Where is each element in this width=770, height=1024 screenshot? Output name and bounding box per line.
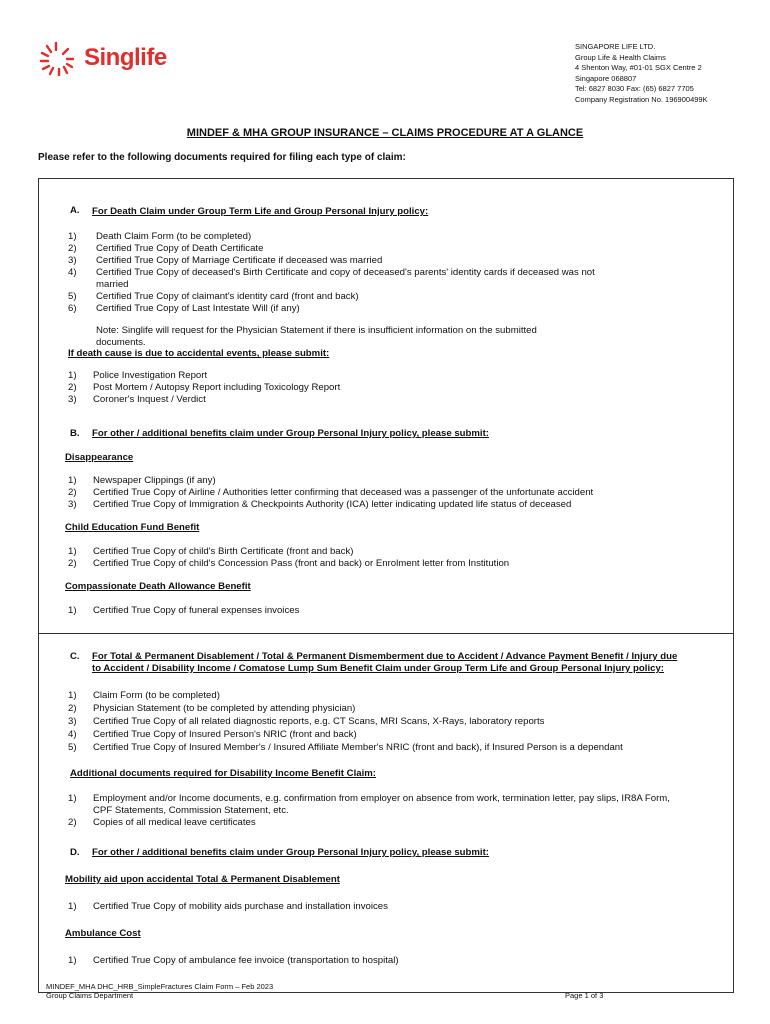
- page-title: MINDEF & MHA GROUP INSURANCE – CLAIMS PROCEDURE AT A GLANCE: [186, 127, 584, 139]
- address-line: Company Registration No. 196900499K: [575, 94, 708, 104]
- list-item: Copies of all medical leave certificates: [93, 817, 256, 828]
- list-number: 2): [68, 487, 77, 498]
- footer-line: MINDEF_MHA DHC_HRB_SimpleFractures Claim Form – Feb 2023: [46, 982, 274, 991]
- logo-text: Singlife: [84, 44, 167, 71]
- list-number: 1): [68, 231, 77, 242]
- list-item: Certified True Copy of child's Concession Pass (front and back) or Enrolment letter from Institution: [93, 558, 510, 569]
- list-item: married: [96, 279, 129, 290]
- address-line: Tel: 6827 8030 Fax: (65) 6827 7705: [575, 84, 694, 93]
- list-item: Newspaper Clippings (if any): [93, 475, 216, 486]
- list-number: 1): [68, 370, 77, 381]
- list-item: Certified True Copy of Death Certificate: [96, 243, 264, 254]
- section-d-heading: For other / additional benefits claim under Group Personal Injury policy, please submit:: [92, 847, 489, 858]
- list-item: Certified True Copy of funeral expenses invoices: [93, 605, 300, 616]
- subheading: Ambulance Cost: [65, 928, 141, 939]
- subheading: Mobility aid upon accidental Total & Permanent Disablement: [65, 874, 340, 885]
- note-text: documents.: [96, 337, 146, 348]
- page-number: Page 1 of 3: [565, 991, 604, 1000]
- list-number: 2): [68, 382, 77, 393]
- section-a-letter: A.: [70, 205, 80, 216]
- section-b-letter: B.: [70, 428, 80, 439]
- list-number: 2): [68, 817, 77, 828]
- list-item: Death Claim Form (to be completed): [96, 231, 252, 242]
- address-line: Group Life & Health Claims: [575, 52, 666, 62]
- section-d-letter: D.: [70, 847, 80, 858]
- list-number: 1): [68, 955, 77, 966]
- list-item: Physician Statement (to be completed by attending physician): [93, 703, 356, 714]
- footer-line: Group Claims Department: [46, 991, 134, 1000]
- list-item: Post Mortem / Autopsy Report including Toxicology Report: [93, 382, 341, 393]
- subheading: Child Education Fund Benefit: [65, 522, 200, 533]
- singlife-logo: [38, 40, 167, 76]
- section-divider: [38, 633, 734, 634]
- list-item: Certified True Copy of all related diagnostic reports, e.g. CT Scans, MRI Scans, X-Rays, laboratory reports: [93, 716, 545, 727]
- subheading: Additional documents required for Disability Income Benefit Claim:: [70, 768, 376, 779]
- address-line: 4 Shenton Way, #01-01 SGX Centre 2: [575, 63, 702, 72]
- list-number: 4): [68, 729, 77, 740]
- list-number: 1): [68, 690, 77, 701]
- note-text: Note: Singlife will request for the Physician Statement if there is insufficient information on the submitted: [96, 325, 537, 336]
- list-item: Certified True Copy of Marriage Certificate if deceased was married: [96, 255, 383, 266]
- list-item: Coroner's Inquest / Verdict: [93, 394, 206, 405]
- list-number: 3): [68, 716, 77, 727]
- list-item: Certified True Copy of mobility aids purchase and installation invoices: [93, 901, 388, 912]
- list-item: CPF Statements, Commission Statement, etc.: [93, 805, 289, 816]
- list-item: Certified True Copy of Airline / Authorities letter confirming that deceased was a passenger of the unfortunate accident: [93, 487, 594, 498]
- section-b-heading: For other / additional benefits claim under Group Personal Injury policy, please submit:: [92, 428, 489, 439]
- list-number: 1): [68, 793, 77, 804]
- subheading: Compassionate Death Allowance Benefit: [65, 581, 251, 592]
- list-item: Certified True Copy of deceased's Birth Certificate and copy of deceased's parents' identity cards if deceased was not: [96, 267, 595, 278]
- section-a-heading: For Death Claim under Group Term Life and Group Personal Injury policy:: [92, 206, 429, 217]
- singlife-logo-icon: [38, 40, 80, 76]
- list-item: Certified True Copy of Last Intestate Will (if any): [96, 303, 300, 314]
- list-number: 1): [68, 605, 77, 616]
- list-item: Certified True Copy of Immigration & Checkpoints Authority (ICA) letter indicating updated life status of deceased: [93, 499, 572, 510]
- subheading: If death cause is due to accidental events, please submit:: [68, 348, 330, 359]
- list-item: Certified True Copy of Insured Member's / Insured Affiliate Member's NRIC (front and back), if Insured Person is a dependant: [93, 742, 623, 753]
- section-c-heading: For Total & Permanent Disablement / Total & Permanent Dismemberment due to Accident / Advance Payment Benefit / Injury due: [92, 651, 678, 662]
- list-number: 6): [68, 303, 77, 314]
- list-number: 5): [68, 742, 77, 753]
- list-number: 1): [68, 901, 77, 912]
- list-number: 3): [68, 499, 77, 510]
- list-item: Certified True Copy of Insured Person's NRIC (front and back): [93, 729, 357, 740]
- footer-doc-info: [46, 982, 273, 1000]
- list-number: 1): [68, 546, 77, 557]
- list-number: 3): [68, 255, 77, 266]
- list-item: Certified True Copy of ambulance fee invoice (transportation to hospital): [93, 955, 399, 966]
- subheading: Disappearance: [65, 452, 134, 463]
- list-number: 2): [68, 558, 77, 569]
- list-item: Employment and/or Income documents, e.g. confirmation from employer on absence from work, termination letter, pay slips, IR8A Form,: [93, 793, 670, 804]
- list-item: Certified True Copy of claimant's identity card (front and back): [96, 291, 359, 302]
- intro-text: Please refer to the following documents required for filing each type of claim:: [38, 152, 406, 163]
- list-item: Certified True Copy of child's Birth Certificate (front and back): [93, 546, 354, 557]
- list-number: 5): [68, 291, 77, 302]
- address-line: Singapore 068807: [575, 73, 637, 83]
- list-number: 3): [68, 394, 77, 405]
- section-c-heading: to Accident / Disability Income / Comatose Lump Sum Benefit Claim under Group Term Life and Group Personal Injury policy:: [92, 663, 664, 674]
- list-item: Claim Form (to be completed): [93, 690, 220, 701]
- address-line: SINGAPORE LIFE LTD.: [575, 42, 656, 51]
- list-number: 2): [68, 703, 77, 714]
- list-number: 1): [68, 475, 77, 486]
- company-address: [575, 42, 708, 105]
- section-c-letter: C.: [70, 651, 80, 662]
- list-number: 2): [68, 243, 77, 254]
- list-number: 4): [68, 267, 77, 278]
- list-item: Police Investigation Report: [93, 370, 208, 381]
